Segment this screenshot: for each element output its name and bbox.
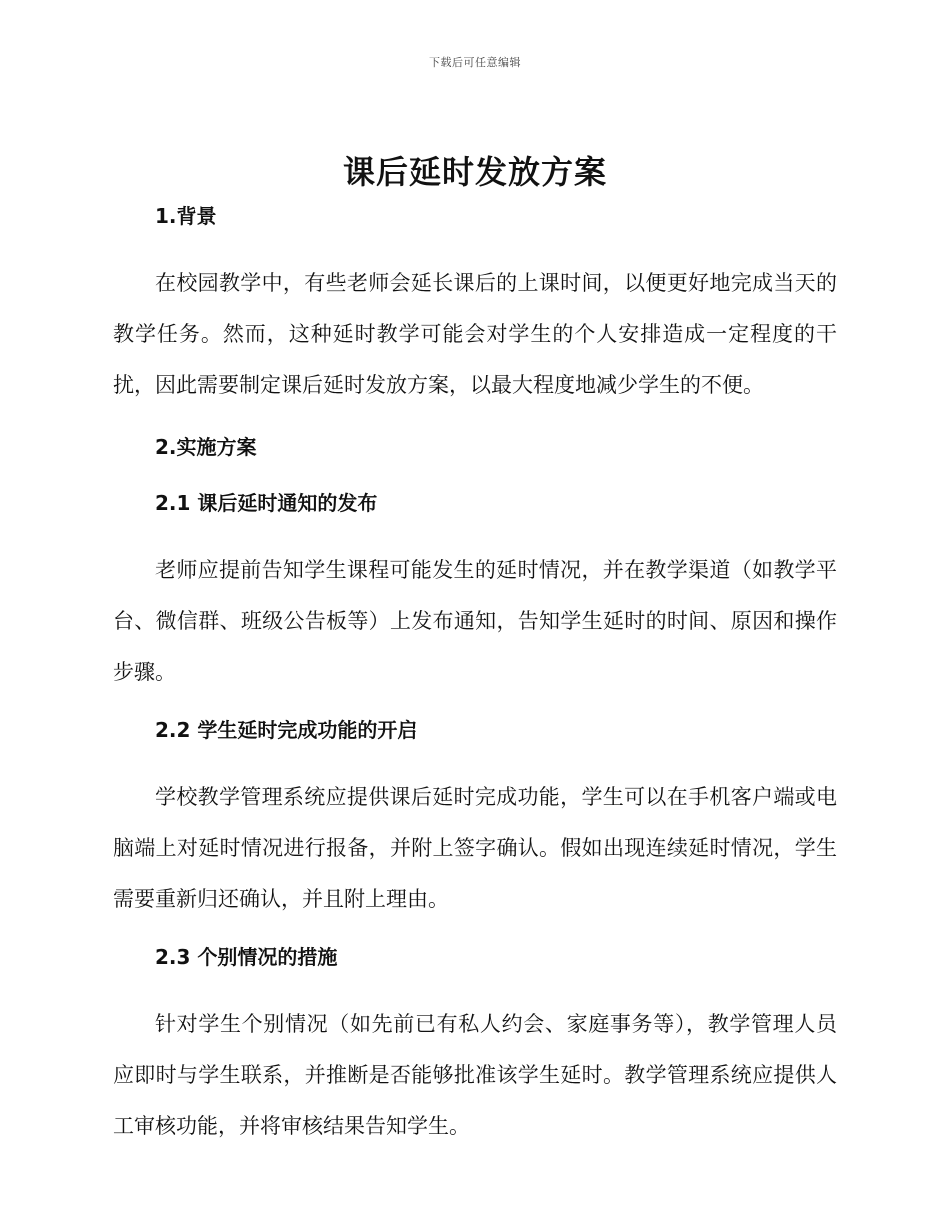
subsection-heading-notice: 2.1 课后延时通知的发布 xyxy=(155,491,378,515)
subsection-heading-special-cases: 2.3 个别情况的措施 xyxy=(155,945,338,969)
paragraph-special-cases: 针对学生个别情况（如先前已有私人约会、家庭事务等），教学管理人员应即时与学生联系，并推断是否能够批准该学生延时。教学管理系统应提供人工审核功能，并将审核结果告知学生。 xyxy=(113,1012,837,1138)
page-header: 下载后可任意编辑 xyxy=(429,56,521,69)
document-title: 课后延时发放方案 xyxy=(342,153,607,191)
subsection-heading-student-delay: 2.2 学生延时完成功能的开启 xyxy=(155,718,418,742)
section-heading-background: 1.背景 xyxy=(155,204,217,228)
paragraph-background: 在校园教学中，有些老师会延长课后的上课时间，以便更好地完成当天的教学任务。然而，这种延时教学可能会对学生的个人安排造成一定程度的干扰，因此需要制定课后延时发放方案，以最大程度地减少学生的不便。 xyxy=(113,271,837,397)
section-heading-implementation: 2.实施方案 xyxy=(155,435,257,459)
paragraph-notice: 老师应提前告知学生课程可能发生的延时情况，并在教学渠道（如教学平台、微信群、班级公告板等）上发布通知，告知学生延时的时间、原因和操作步骤。 xyxy=(113,558,837,684)
document-body xyxy=(113,150,837,1152)
paragraph-student-delay: 学校教学管理系统应提供课后延时完成功能，学生可以在手机客户端或电脑端上对延时情况进行报备，并附上签字确认。假如出现连续延时情况，学生需要重新归还确认，并且附上理由。 xyxy=(113,785,837,911)
